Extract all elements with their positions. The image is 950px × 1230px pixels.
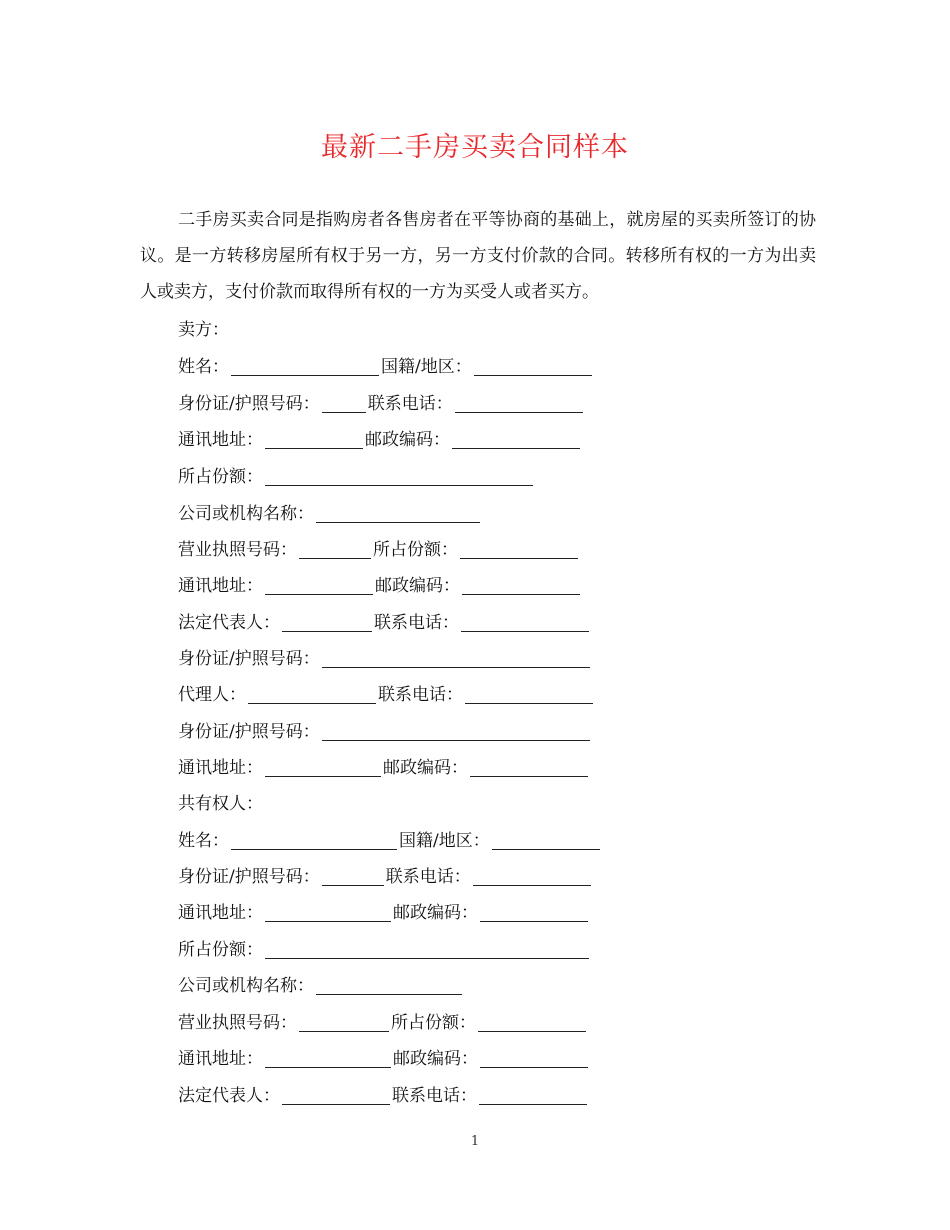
form-label: 通讯地址： — [178, 758, 263, 778]
form-label: 邮政编码： — [393, 1049, 478, 1069]
form-blank-field[interactable] — [455, 396, 583, 413]
form-blank-field[interactable] — [316, 506, 480, 523]
document-title: 最新二手房买卖合同样本 — [321, 132, 629, 163]
form-blank-field[interactable] — [282, 1088, 390, 1105]
form-blank-field[interactable] — [265, 469, 533, 486]
form-line — [178, 392, 585, 416]
form-blank-field[interactable] — [480, 905, 588, 922]
form-line — [178, 720, 592, 744]
form-blank-field[interactable] — [474, 359, 592, 376]
form-blank-field[interactable] — [452, 432, 580, 449]
form-line — [178, 502, 482, 526]
form-blank-field[interactable] — [460, 542, 578, 559]
form-label: 所占份额： — [178, 940, 263, 960]
form-line — [178, 974, 464, 998]
form-blank-field[interactable] — [322, 651, 590, 668]
form-line — [178, 829, 602, 853]
form-line — [178, 1011, 588, 1035]
form-label: 身份证/护照号码： — [178, 722, 320, 742]
form-label: 联系电话： — [367, 394, 453, 414]
form-line — [178, 355, 594, 379]
form-blank-field[interactable] — [299, 1015, 389, 1032]
form-label: 共有权人： — [178, 794, 263, 814]
form-blank-field[interactable] — [322, 396, 366, 413]
form-blank-field[interactable] — [231, 833, 397, 850]
form-label: 姓名： — [178, 357, 229, 377]
section-heading-co-owner — [178, 792, 263, 816]
form-label: 营业执照号码： — [178, 540, 297, 560]
form-blank-field[interactable] — [265, 905, 391, 922]
form-blank-field[interactable] — [248, 687, 376, 704]
form-blank-field[interactable] — [470, 760, 588, 777]
form-blank-field[interactable] — [479, 1088, 587, 1105]
form-blank-field[interactable] — [265, 578, 373, 595]
form-blank-field[interactable] — [480, 1051, 588, 1068]
form-line — [178, 938, 591, 962]
form-blank-field[interactable] — [316, 978, 462, 995]
form-line — [178, 901, 590, 925]
form-label: 国籍/地区： — [381, 357, 472, 377]
form-label: 邮政编码： — [365, 430, 450, 450]
form-blank-field[interactable] — [473, 869, 591, 886]
form-blank-field[interactable] — [231, 359, 379, 376]
intro-paragraph: 二手房买卖合同是指购房者各售房者在平等协商的基础上，就房屋的买卖所签订的协议。是一方转移房屋所有权于另一方，另一方支付价款的合同。转移所有权的一方为出卖人或卖方，支付价款而取得所有权的一方为买受人或者买方。 — [140, 210, 816, 302]
form-blank-field[interactable] — [265, 760, 381, 777]
form-label: 卖方： — [178, 320, 229, 340]
form-label: 公司或机构名称： — [178, 976, 314, 996]
form-label: 公司或机构名称： — [178, 504, 314, 524]
form-label: 所占份额： — [391, 1013, 476, 1033]
form-label: 身份证/护照号码： — [178, 394, 320, 414]
form-blank-field[interactable] — [322, 869, 384, 886]
form-line — [178, 611, 591, 635]
form-label: 代理人： — [178, 685, 246, 705]
form-blank-field[interactable] — [299, 542, 371, 559]
form-label: 姓名： — [178, 831, 229, 851]
form-label: 通讯地址： — [178, 430, 263, 450]
form-label: 身份证/护照号码： — [178, 867, 320, 887]
form-label: 联系电话： — [385, 867, 471, 887]
form-blank-field[interactable] — [282, 615, 372, 632]
form-label: 身份证/护照号码： — [178, 649, 320, 669]
form-blank-field[interactable] — [322, 724, 590, 741]
form-blank-field[interactable] — [461, 615, 589, 632]
form-line — [178, 756, 590, 780]
form-blank-field[interactable] — [478, 1015, 586, 1032]
form-label: 法定代表人： — [178, 613, 280, 633]
form-line — [178, 683, 595, 707]
form-blank-field[interactable] — [492, 833, 600, 850]
form-line — [178, 1047, 590, 1071]
form-line — [178, 865, 593, 889]
form-label: 邮政编码： — [375, 576, 460, 596]
form-blank-field[interactable] — [265, 942, 589, 959]
form-line — [178, 428, 582, 452]
form-line — [178, 647, 592, 671]
page-number: 1 — [470, 1134, 480, 1149]
form-blank-field[interactable] — [265, 432, 363, 449]
form-blank-field[interactable] — [465, 687, 593, 704]
form-line — [178, 1084, 589, 1108]
form-label: 邮政编码： — [393, 903, 478, 923]
form-label: 国籍/地区： — [399, 831, 490, 851]
form-label: 通讯地址： — [178, 576, 263, 596]
form-line — [178, 465, 535, 489]
form-blank-field[interactable] — [462, 578, 580, 595]
form-line — [178, 538, 580, 562]
section-heading-seller — [178, 318, 229, 342]
form-label: 法定代表人： — [178, 1086, 280, 1106]
form-label: 营业执照号码： — [178, 1013, 297, 1033]
form-label: 联系电话： — [374, 613, 459, 633]
form-label: 联系电话： — [378, 685, 463, 705]
form-line — [178, 574, 582, 598]
form-blank-field[interactable] — [265, 1051, 391, 1068]
form-label: 所占份额： — [373, 540, 458, 560]
form-label: 通讯地址： — [178, 1049, 263, 1069]
form-label: 所占份额： — [178, 467, 263, 487]
form-label: 通讯地址： — [178, 903, 263, 923]
form-label: 邮政编码： — [383, 758, 468, 778]
form-label: 联系电话： — [392, 1086, 477, 1106]
